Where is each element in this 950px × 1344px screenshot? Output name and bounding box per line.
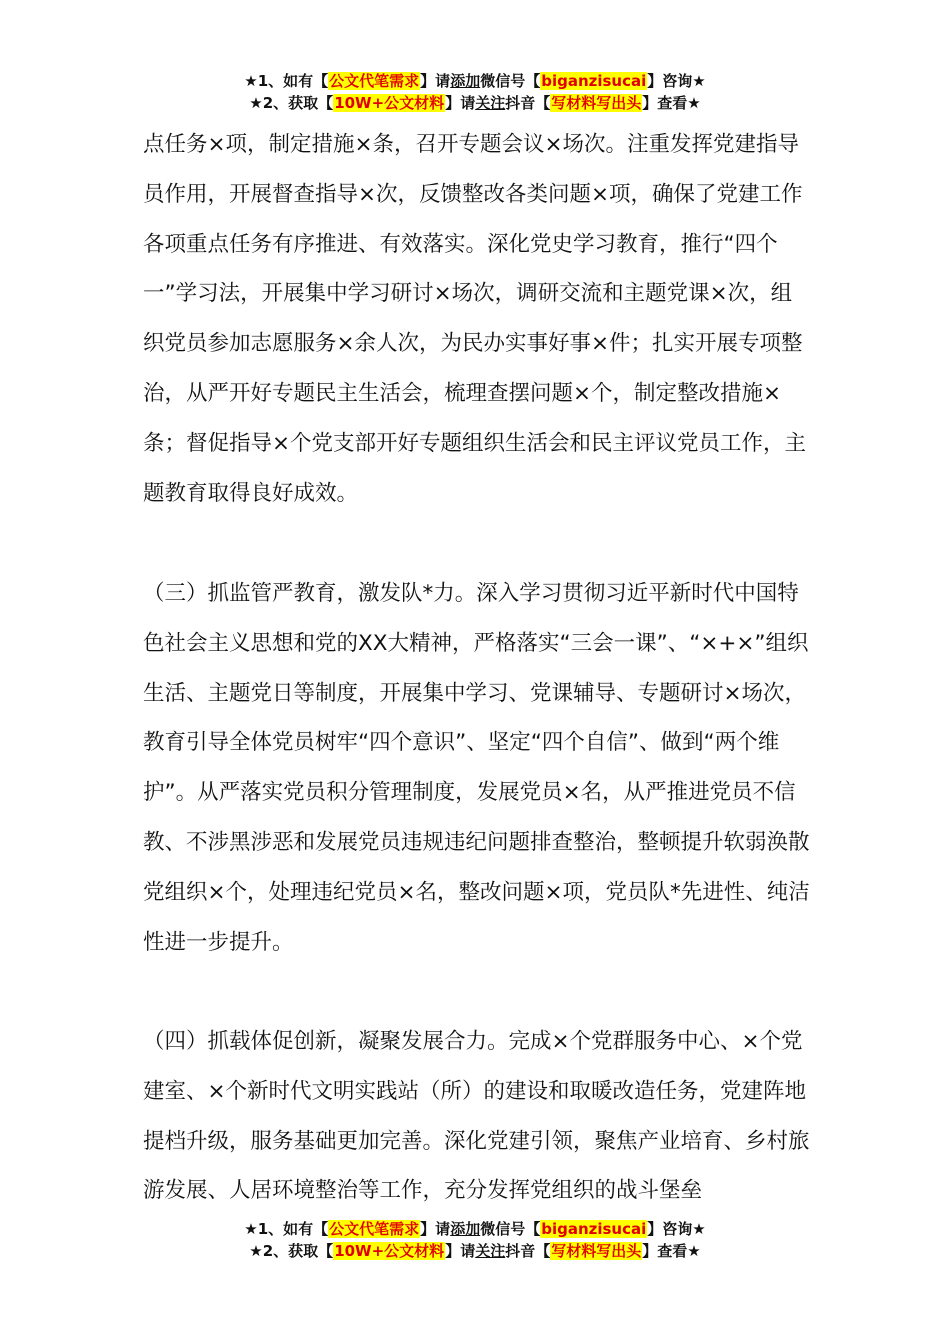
footer-banner [0,1218,950,1262]
banner-text: 】咨询★ [647,72,706,90]
banner-highlight: biganzisucai [541,1220,647,1238]
banner-text: 微信号【 [480,1220,541,1238]
banner-underline: 添加 [450,72,481,90]
banner-highlight: 写材料写出头 [551,94,642,112]
banner-text: ★1、如有【 [244,1220,329,1238]
banner-line-2 [0,1240,950,1262]
banner-text: 】查看★ [642,94,701,112]
paragraph: （四）抓载体促创新，凝聚发展合力。完成×个党群服务中心、×个党建室、×个新时代文明实践站（所）的建设和取暖改造任务，党建阵地提档升级，服务基础更加完善。深化党建引领，聚焦产业培育、乡村旅游发展、人居环境整治等工作，充分发挥党组织的战斗堡垒 [143,1029,810,1204]
banner-highlight: 写材料写出头 [551,1242,642,1260]
paragraph: （三）抓监管严教育，激发队*力。深入学习贯彻习近平新时代中国特色社会主义思想和党的XX大精神，严格落实“三会一课”、“×+×”组织生活、主题党日等制度，开展集中学习、党课辅导、专题研讨×场次，教育引导全体党员树牢“四个意识”、坚定“四个自信”、做到“两个维护”。从严落实党员积分管理制度，发展党员×名，从严推进党员不信教、不涉黑涉恶和发展党员违规违纪问题排查整治，整顿提升软弱涣散党组织×个，处理违纪党员×名，整改问题×项，党员队*先进性、纯洁性进一步提升。 [143,581,810,955]
banner-text: ★2、获取【 [249,1242,334,1260]
document-body [143,1017,811,1216]
banner-underline: 关注 [475,94,506,112]
banner-highlight: biganzisucai [541,72,647,90]
document-body [143,120,811,518]
banner-text: ★1、如有【 [244,72,329,90]
banner-text: ★2、获取【 [249,94,334,112]
banner-highlight: 公文代笔需求 [329,1220,420,1238]
banner-line-1 [0,1218,950,1240]
banner-line-1 [0,70,950,92]
banner-text: 】咨询★ [647,1220,706,1238]
banner-underline: 添加 [450,1220,481,1238]
banner-highlight: 10W+公文材料 [334,94,445,112]
banner-text: 抖音【 [505,1242,551,1260]
banner-text: 】请 [420,1220,451,1238]
banner-highlight: 公文代笔需求 [329,72,420,90]
banner-text: 抖音【 [505,94,551,112]
header-banner [0,70,950,114]
banner-text: 】请 [445,1242,476,1260]
banner-highlight: 10W+公文材料 [334,1242,445,1260]
banner-text: 】请 [445,94,476,112]
banner-underline: 关注 [475,1242,506,1260]
document-body [143,569,811,967]
banner-text: 】请 [420,72,451,90]
banner-text: 微信号【 [480,72,541,90]
banner-text: 】查看★ [642,1242,701,1260]
paragraph: 点任务×项，制定措施×条，召开专题会议×场次。注重发挥党建指导员作用，开展督查指导×次，反馈整改各类问题×项，确保了党建工作各项重点任务有序推进、有效落实。深化党史学习教育，推行“四个一”学习法，开展集中学习研讨×场次，调研交流和主题党课×次，组织党员参加志愿服务×余人次，为民办实事好事×件；扎实开展专项整治，从严开好专题民主生活会，梳理查摆问题×个，制定整改措施×条；督促指导×个党支部开好专题组织生活会和民主评议党员工作，主题教育取得良好成效。 [143,132,807,506]
banner-line-2 [0,92,950,114]
